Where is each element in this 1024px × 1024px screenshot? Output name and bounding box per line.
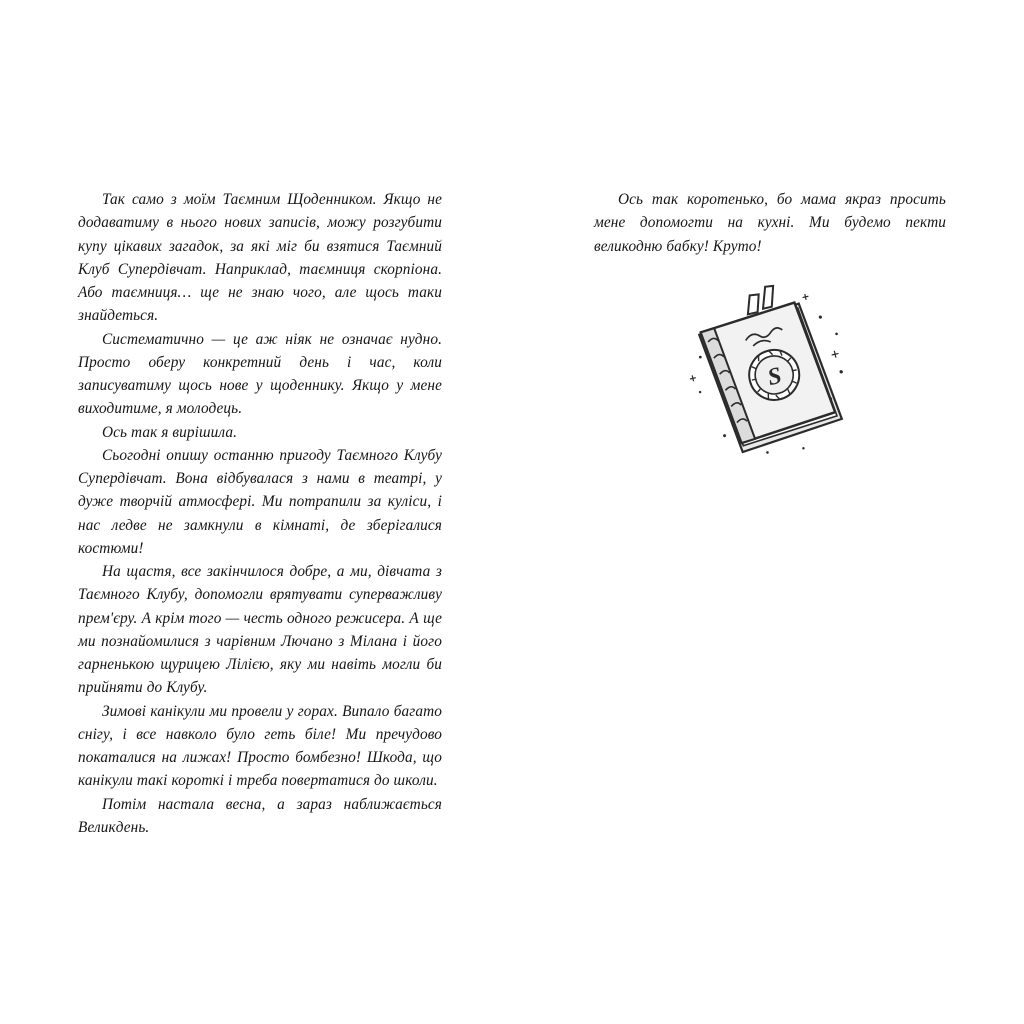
paragraph: Зимові канікули ми провели у горах. Випало багато снігу, і все навколо було геть біле! Ми пречудово покаталися на лижах! Просто бомбезно! Шкода, що канікули такі короткі і треба повертатися до школи. — [78, 702, 442, 790]
illustration-container — [594, 284, 946, 474]
right-page — [512, 0, 1024, 1024]
paragraph: Сьогодні опишу останню пригоду Таємного Клубу Супердівчат. Вона відбувалася з нами в театрі, у дуже творчій атмосфері. Ми потрапили за куліси, і нас ледве не замкнули в кімнаті, де зберігалися костюми! — [78, 446, 442, 557]
right-page-text — [594, 188, 946, 258]
secret-diary-notebook-illustration — [655, 284, 885, 474]
paragraph: Систематично — це аж ніяк не означає нудно. Просто оберу конкретний день і час, коли записуватиму щось нове у щоденнику. Якщо у мене виходитиме, я молодець. — [78, 330, 442, 418]
paragraph: Ось так я вирішила. — [102, 423, 238, 441]
left-page-text — [78, 188, 442, 839]
notebook-monogram: S — [765, 362, 785, 391]
paragraph: На щастя, все закінчилося добре, а ми, дівчата з Таємного Клубу, допомогли врятувати суперважливу прем'єру. А крім того — честь одного режисера. А ще ми познайомилися з чарівним Лючано з Мілана і його гарненькою щурицею Лілією, яку ми навіть могли би прийняти до Клубу. — [78, 563, 442, 697]
paragraph: Ось так коротенько, бо мама якраз просить мене допомогти на кухні. Ми будемо пекти великодню бабку! Круто! — [594, 191, 946, 255]
paragraph: Так само з моїм Таємним Щоденником. Якщо не додаватиму в нього нових записів, можу розгубити купу цікавих загадок, за які міг би взятися Таємний Клуб Супердівчат. Наприклад, таємниця скорпіона. Або таємниця… ще не знаю чого, але щось таки знайдеться. — [78, 191, 442, 325]
paragraph: Потім настала весна, а зараз наближається Великдень. — [78, 795, 442, 836]
